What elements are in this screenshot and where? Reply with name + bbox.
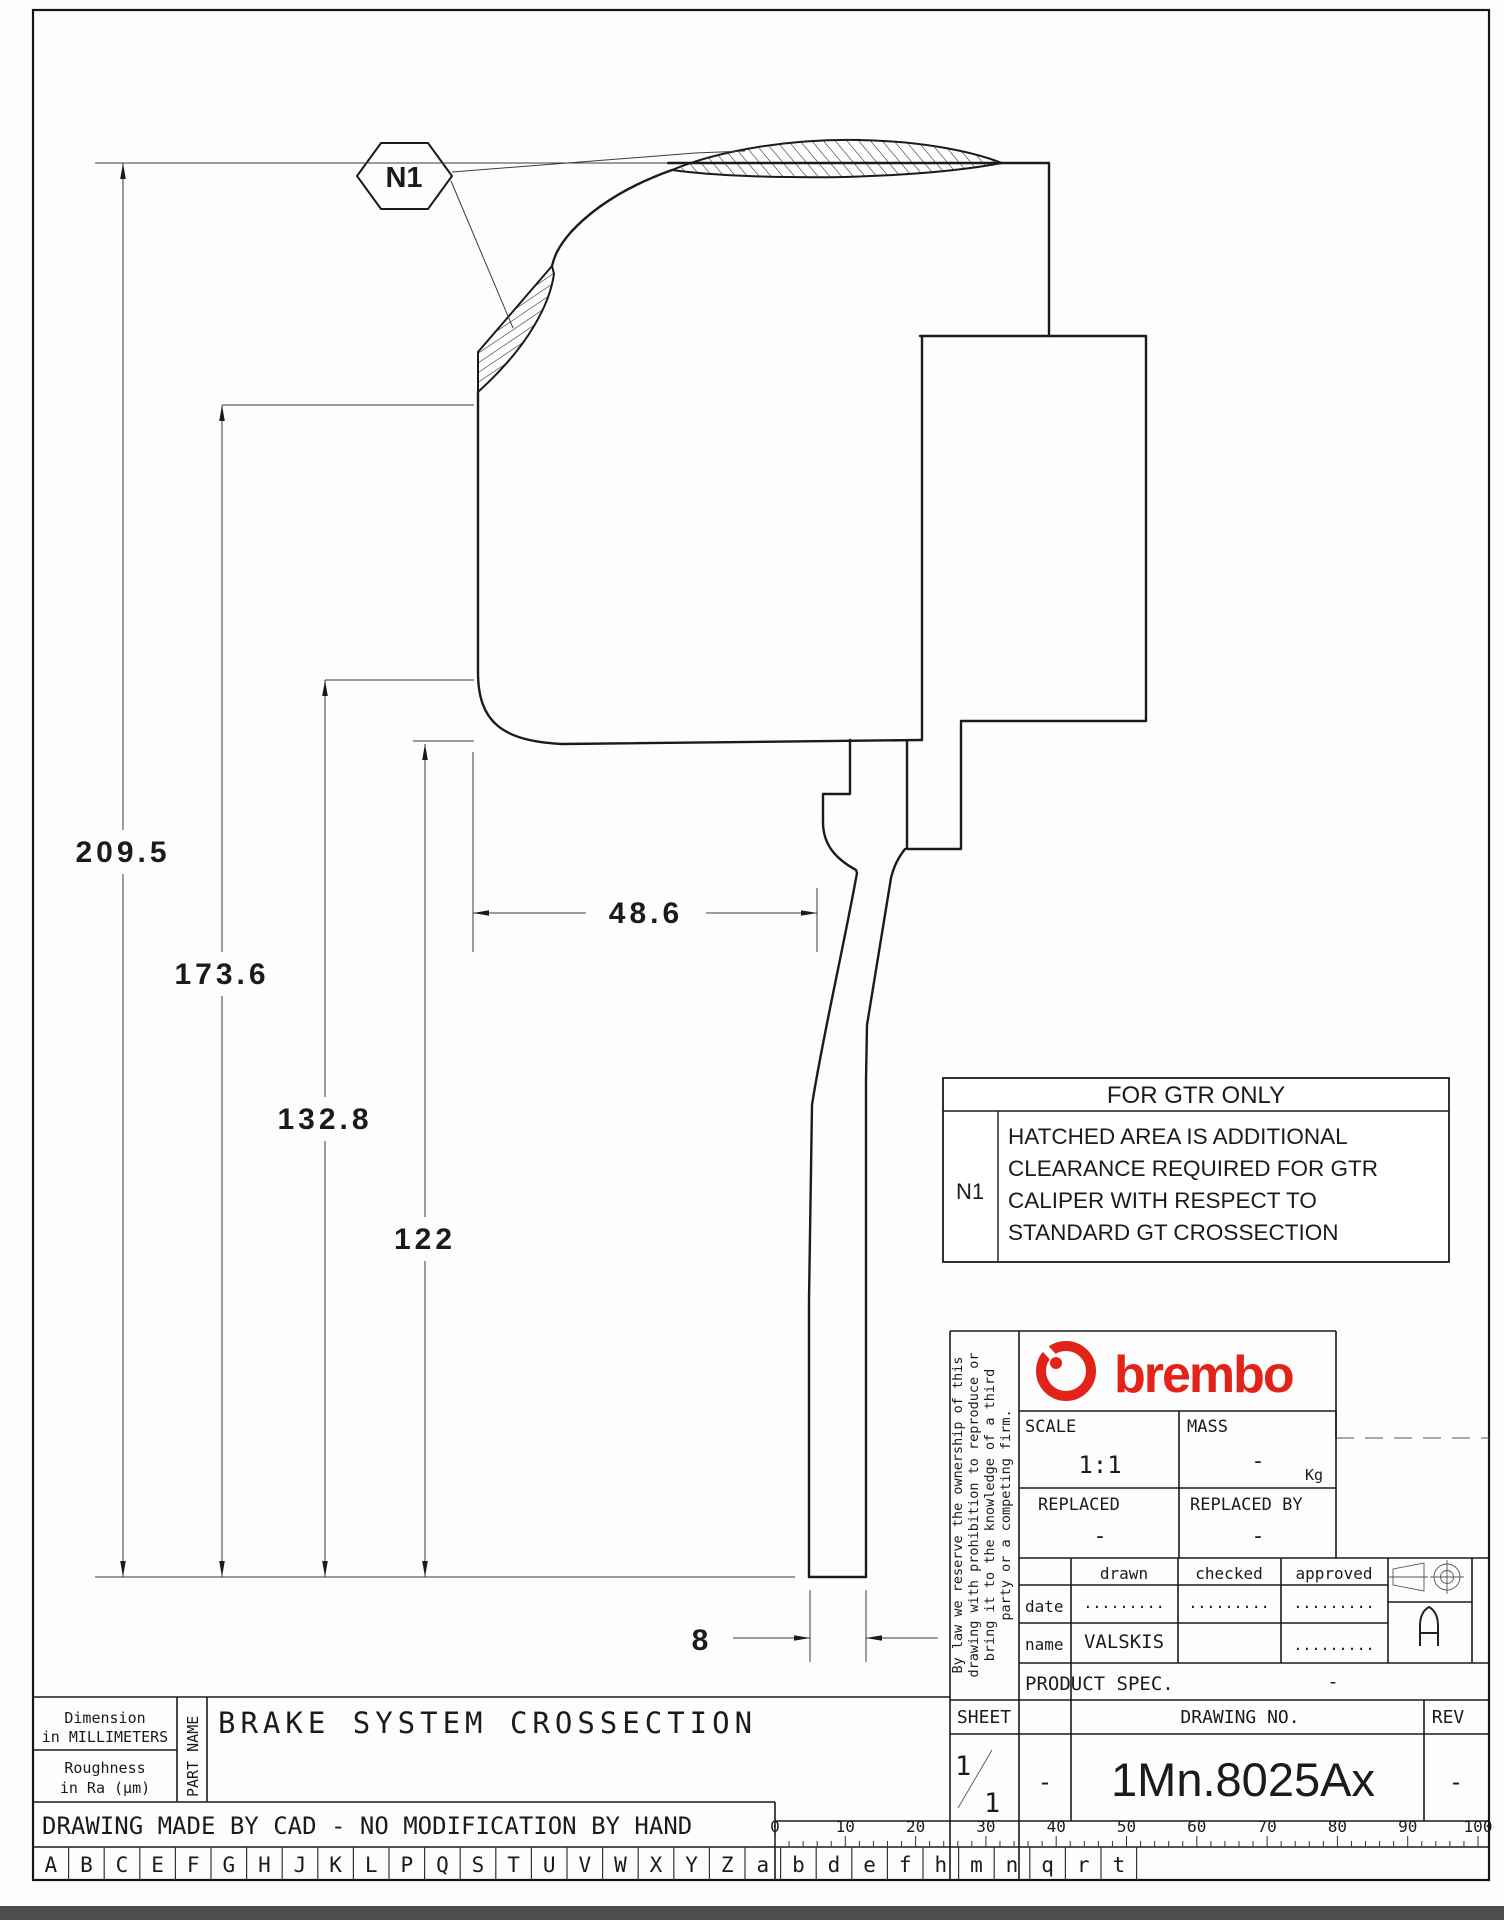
letter-cell: C [115, 1853, 129, 1877]
letter-cell: a [756, 1853, 770, 1877]
ruler-number: 70 [1257, 1817, 1277, 1836]
dim-122-label: 122 [393, 1223, 457, 1256]
letter-cell: G [222, 1853, 236, 1877]
drawing-no-label: DRAWING NO. [1180, 1707, 1300, 1728]
letter-cell: Z [720, 1853, 734, 1877]
date-approved: ......... [1293, 1594, 1375, 1612]
ruler-number: 80 [1327, 1817, 1348, 1836]
letter-cell: S [471, 1853, 485, 1877]
legal-notice [950, 1352, 1014, 1677]
letter-cell: H [258, 1853, 271, 1877]
gtr-table-title: FOR GTR ONLY [1106, 1082, 1286, 1109]
gtr-note-table [943, 1078, 1449, 1262]
scale-value: 1:1 [1078, 1451, 1122, 1479]
letter-cell: U [542, 1853, 556, 1877]
letter-cell: Q [436, 1853, 449, 1877]
brembo-logo-dot [1050, 1357, 1062, 1369]
replaced-value: - [1093, 1524, 1107, 1549]
rev-value: - [1448, 1768, 1464, 1796]
date-drawn: ......... [1083, 1594, 1165, 1612]
gtr-note-line1: HATCHED AREA IS ADDITIONAL [1008, 1124, 1348, 1149]
letter-cell: P [400, 1853, 414, 1877]
gtr-note-line2: CLEARANCE REQUIRED FOR GTR [1008, 1156, 1379, 1181]
leg-left-edge [809, 740, 857, 1577]
title-block [775, 1331, 1489, 1880]
letter-cell: r [1076, 1853, 1090, 1877]
letter-cell: h [934, 1853, 948, 1877]
replaced-label: REPLACED [1038, 1495, 1120, 1515]
leader-line-neck [451, 181, 513, 328]
projection-symbol-icon [1388, 1560, 1464, 1594]
dim-48-label: 48.6 [608, 897, 684, 930]
letter-cell: t [1112, 1853, 1126, 1877]
format-a-icon [1420, 1607, 1438, 1646]
ruler-number: 30 [976, 1817, 996, 1836]
name-drawn: VALSKIS [1083, 1631, 1165, 1653]
gtr-table-ref: N1 [955, 1179, 985, 1204]
letter-cell: q [1041, 1853, 1054, 1877]
sheet-value [955, 1750, 1000, 1819]
sheet-den: 1 [984, 1788, 1001, 1819]
letter-cell: W [614, 1853, 627, 1877]
letter-cell: f [898, 1853, 912, 1877]
mass-label: MASS [1187, 1417, 1228, 1437]
part-name-value: BRAKE SYSTEM CROSSECTION [218, 1706, 758, 1740]
letter-cell: K [329, 1853, 342, 1877]
ruler-number: 50 [1116, 1817, 1137, 1836]
checked-label: checked [1195, 1564, 1263, 1583]
gtr-note-line3: CALIPER WITH RESPECT TO [1008, 1188, 1317, 1213]
letter-cell: Y [685, 1853, 698, 1877]
letter-cell: m [970, 1853, 983, 1877]
letter-cell: V [578, 1853, 592, 1877]
ruler-number: 10 [835, 1817, 855, 1836]
hatch-area-neck [478, 266, 554, 392]
ruler-number: 40 [1046, 1817, 1066, 1836]
hatch-area-top [672, 140, 1002, 177]
dimension-note-line1: Dimension [64, 1709, 146, 1727]
roughness-note-line1: Roughness [64, 1759, 146, 1777]
legal-line1: By law we reserve the ownership of this [950, 1356, 966, 1674]
dim-173-label: 173.6 [174, 958, 270, 991]
dim-209-label: 209.5 [75, 836, 171, 869]
letter-cell: b [792, 1853, 805, 1877]
drawn-label: drawn [1099, 1564, 1149, 1583]
ruler-number: 100 [1463, 1817, 1493, 1836]
cad-note: DRAWING MADE BY CAD - NO MODIFICATION BY HAND [42, 1812, 693, 1840]
leg-right-edge [866, 742, 907, 1577]
caliper-bracket-outline [908, 336, 1146, 849]
name-label: name [1025, 1635, 1064, 1654]
approved-label: approved [1295, 1564, 1373, 1583]
dim-132-label: 132.8 [277, 1103, 373, 1136]
scale-label: SCALE [1025, 1417, 1077, 1437]
letter-cell: F [186, 1853, 200, 1877]
dimension-note-line2: in MILLIMETERS [41, 1728, 169, 1746]
letter-cell: A [44, 1853, 58, 1877]
letter-cell: d [827, 1853, 841, 1877]
part-name-label: PART NAME [184, 1715, 202, 1797]
gtr-note-line4: STANDARD GT CROSSECTION [1008, 1220, 1339, 1245]
letter-cell: e [863, 1853, 876, 1877]
roughness-note-line2: in Ra (μm) [59, 1779, 151, 1797]
bottom-gray-bar [0, 1906, 1504, 1920]
ruler-number: 60 [1187, 1817, 1207, 1836]
legal-line3: bring it to the knowledge of a third [982, 1368, 998, 1662]
mass-value: - [1251, 1449, 1265, 1474]
letter-cell: E [151, 1853, 164, 1877]
product-spec-value: - [1327, 1671, 1339, 1693]
letter-cell: L [364, 1853, 378, 1877]
dim-8-label: 8 [691, 1624, 713, 1657]
mass-unit: Kg [1305, 1466, 1324, 1484]
letter-cell: T [507, 1853, 520, 1877]
legal-line2: drawing with prohibition to reproduce or [966, 1352, 982, 1678]
legal-line4: party or a competing firm. [998, 1409, 1014, 1621]
profile-neck-curve [552, 170, 672, 266]
date-label: date [1025, 1597, 1064, 1616]
rev-label: REV [1431, 1707, 1465, 1728]
product-spec-label: PRODUCT SPEC. [1025, 1673, 1174, 1695]
letter-cell: X [649, 1853, 663, 1877]
brembo-wordmark: brembo [1114, 1346, 1293, 1404]
name-approved: ......... [1293, 1636, 1375, 1654]
ruler-number: 90 [1398, 1817, 1418, 1836]
profile-bottom-edge [478, 672, 922, 744]
date-checked: ......... [1188, 1594, 1270, 1612]
replaced-by-label: REPLACED BY [1190, 1495, 1303, 1515]
brembo-logo [1041, 1344, 1293, 1404]
letters-row [44, 1847, 1136, 1880]
letter-cell: B [80, 1853, 93, 1877]
ext-lines-8 [810, 1590, 866, 1662]
ruler-number: 0 [770, 1817, 780, 1836]
drawing-no-value: 1Mn.8025Ax [1111, 1753, 1375, 1806]
n1-label: N1 [385, 162, 423, 194]
sheet-label: SHEET [956, 1707, 1012, 1728]
replaced-by-value: - [1251, 1524, 1265, 1549]
letter-cell: n [1005, 1853, 1019, 1877]
sheet-num: 1 [955, 1751, 972, 1782]
sheet-dash: - [1037, 1768, 1053, 1796]
sheet-frame [33, 10, 1489, 1880]
ruler-number: 20 [905, 1817, 926, 1836]
letter-cell: J [293, 1853, 307, 1877]
